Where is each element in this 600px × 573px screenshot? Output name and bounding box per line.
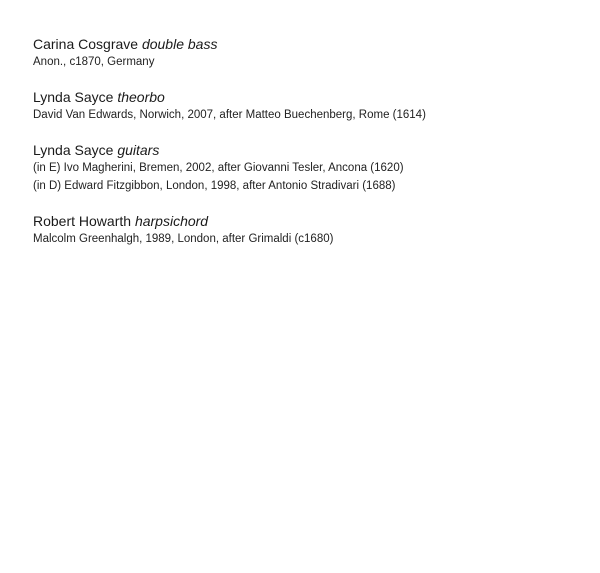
performer-name: Robert Howarth [33, 213, 132, 229]
credit-heading [33, 212, 580, 230]
instrument-detail: (in D) Edward Fitzgibbon, London, 1998, after Antonio Stradivari (1688) [33, 180, 396, 192]
instrument-detail: Anon., c1870, Germany [33, 56, 155, 68]
credit-heading [33, 141, 580, 159]
instrument-detail: Malcolm Greenhalgh, 1989, London, after Grimaldi (c1680) [33, 233, 334, 245]
performer-name: Lynda Sayce [33, 142, 114, 158]
instrument-name: guitars [117, 142, 160, 158]
credit-entry-harpsichord [33, 212, 580, 248]
instrument-detail: (in E) Ivo Magherini, Bremen, 2002, after Giovanni Tesler, Ancona (1620) [33, 162, 404, 174]
instrument-detail: David Van Edwards, Norwich, 2007, after Matteo Buechenberg, Rome (1614) [33, 109, 426, 121]
instrument-name: harpsichord [134, 213, 209, 229]
performer-name: Lynda Sayce [33, 89, 114, 105]
instrument-name: theorbo [117, 89, 165, 105]
credit-heading [33, 35, 580, 53]
credit-entry-double-bass [33, 35, 580, 71]
credit-entry-theorbo [33, 88, 580, 124]
performer-name: Carina Cosgrave [33, 36, 139, 52]
credit-entry-guitars [33, 141, 580, 195]
instrument-name: double bass [141, 36, 218, 52]
instrument-credits [33, 35, 580, 265]
credit-heading [33, 88, 580, 106]
